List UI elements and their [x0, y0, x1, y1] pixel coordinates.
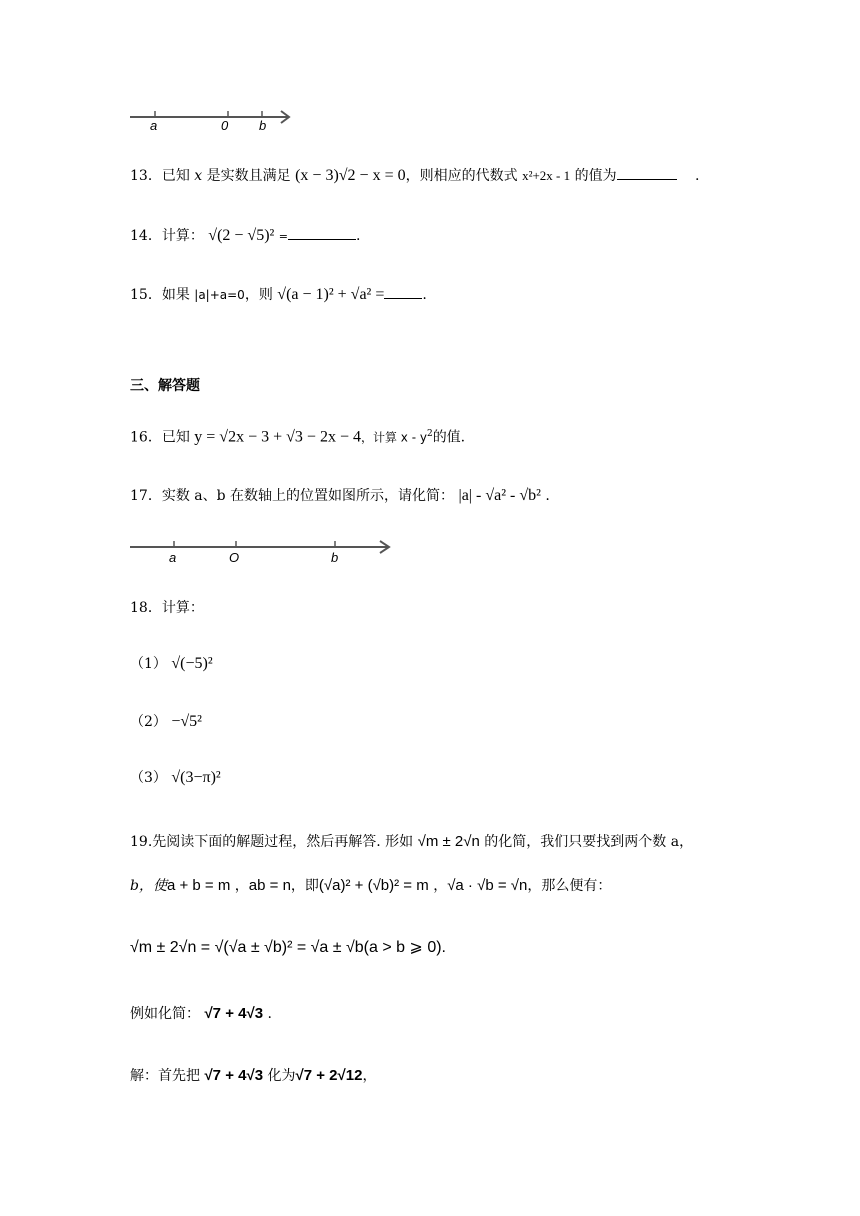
q19-line-4: 例如化简： √7 + 4√3 .	[130, 1005, 272, 1022]
q19-solution-expression-2: √7 + 2√12	[295, 1067, 363, 1084]
number-line-1-label-b: b	[259, 118, 267, 133]
q19-line-3: √m ± 2√n = √(√a ± √b)² = √a ± √b(a > b ⩾ 0).	[130, 939, 446, 956]
q16-text-1: 已知	[161, 429, 190, 446]
q18-item-3	[130, 768, 221, 788]
q16-text-2: ，计算 x - y	[360, 430, 427, 445]
q19-text-5a: 解：首先把	[130, 1068, 200, 1084]
q18-item-1	[130, 654, 213, 674]
q19-text-2c: ，那么便有：	[527, 878, 612, 894]
q19-text-1a: 19.先阅读下面的解题过程，然后再解答. 形如	[130, 834, 414, 850]
q16-superscript: 2	[426, 429, 433, 439]
q18-item-2	[130, 712, 202, 732]
q14-number: 14．	[130, 228, 162, 244]
q18-item-3-expression: √(3−π)²	[171, 769, 221, 786]
q19-line-5	[130, 1066, 376, 1086]
q13-text-4: 的值为	[574, 168, 617, 184]
q13-end: .	[695, 168, 700, 184]
q13-text-1: 已知	[161, 168, 190, 184]
number-line-1	[128, 106, 298, 140]
number-line-2	[128, 536, 398, 570]
question-18	[130, 598, 204, 618]
q19-expr-a-plus-b: a + b = m	[166, 877, 231, 894]
q19-text-2a: b，使	[130, 878, 167, 894]
q13-var: x	[194, 168, 203, 184]
q13-expression: x²+2x - 1	[522, 168, 571, 183]
q18-text-1: 计算：	[161, 600, 204, 616]
q15-text-2: ，则	[244, 287, 273, 303]
q19-expr-squares: (√a)² + (√b)² = m	[318, 877, 429, 894]
q19-line-1	[130, 832, 693, 852]
q16-expression: y = √2x − 3 + √3 − 2x − 4	[194, 428, 361, 446]
q13-text-3: ，则相应的代数式	[405, 168, 518, 184]
q19-solution-expression-1: √7 + 4√3	[204, 1067, 264, 1084]
q13-text-2: 是实数且满足	[206, 168, 291, 184]
q19-text-1b: 的化简，我们只要找到两个数 a，	[484, 834, 694, 850]
question-14	[130, 226, 360, 247]
q13-equation: (x − 3)√2 − x = 0	[295, 167, 406, 184]
q14-expression: √(2 − √5)²	[208, 227, 275, 244]
q19-line-2: b，使a + b = m ，ab = n，即(√a)² + (√b)² = m ，√a · √b = √n，那么便有：	[130, 877, 612, 894]
section-3-title: 三、解答题	[130, 378, 200, 394]
q15-text-1: 如果	[161, 287, 190, 303]
question-16	[130, 424, 465, 448]
q17-expression: |a| - √a² - √b²	[458, 487, 541, 504]
q14-text-1: 计算：	[161, 228, 204, 244]
number-line-2-label-b: b	[331, 550, 339, 565]
q15-answer-blank	[384, 298, 422, 299]
q19-expr-product: √a · √b = √n	[447, 877, 528, 894]
q15-number: 15．	[130, 287, 162, 303]
q18-item-1-expression: √(−5)²	[171, 655, 213, 672]
q18-item-3-label: （3）	[130, 770, 167, 786]
q17-end: .	[545, 488, 550, 504]
number-line-1-label-a: a	[150, 118, 158, 133]
q13-answer-blank	[617, 179, 677, 180]
q14-equals: =	[278, 230, 288, 243]
q16-text-3: 的值.	[432, 429, 466, 446]
q17-text-1: 实数 a、b 在数轴上的位置如图所示，请化简：	[161, 488, 455, 504]
q19-text-4a: 例如化简：	[130, 1006, 200, 1022]
q19-expr-ab: ab = n	[248, 877, 291, 894]
q19-expression-1: √m ± 2√n	[417, 833, 480, 850]
q15-condition: |a|+a=0	[194, 288, 245, 302]
q15-end: .	[422, 287, 427, 303]
q18-item-2-label: （2）	[130, 714, 167, 730]
q19-example-expression: √7 + 4√3	[204, 1005, 264, 1022]
q19-text-5b: 化为	[267, 1068, 296, 1084]
q15-expression: √(a − 1)² + √a² =	[277, 286, 385, 303]
q14-end: .	[356, 228, 361, 244]
question-13	[130, 166, 699, 186]
q14-answer-blank	[288, 239, 356, 240]
q13-number: 13．	[130, 168, 162, 184]
q18-item-2-expression: −√5²	[171, 713, 202, 730]
question-15	[130, 285, 427, 305]
q16-number: 16．	[130, 429, 162, 446]
q17-number: 17．	[130, 488, 162, 504]
q19-text-5end: ，	[362, 1068, 377, 1084]
number-line-2-label-a: a	[169, 550, 177, 565]
q18-number: 18．	[130, 600, 162, 616]
number-line-1-label-0: 0	[221, 118, 229, 133]
q19-text-2b: ，即	[290, 878, 319, 894]
question-17	[130, 486, 550, 506]
number-line-2-label-o: O	[229, 550, 240, 565]
q18-item-1-label: （1）	[130, 656, 167, 672]
